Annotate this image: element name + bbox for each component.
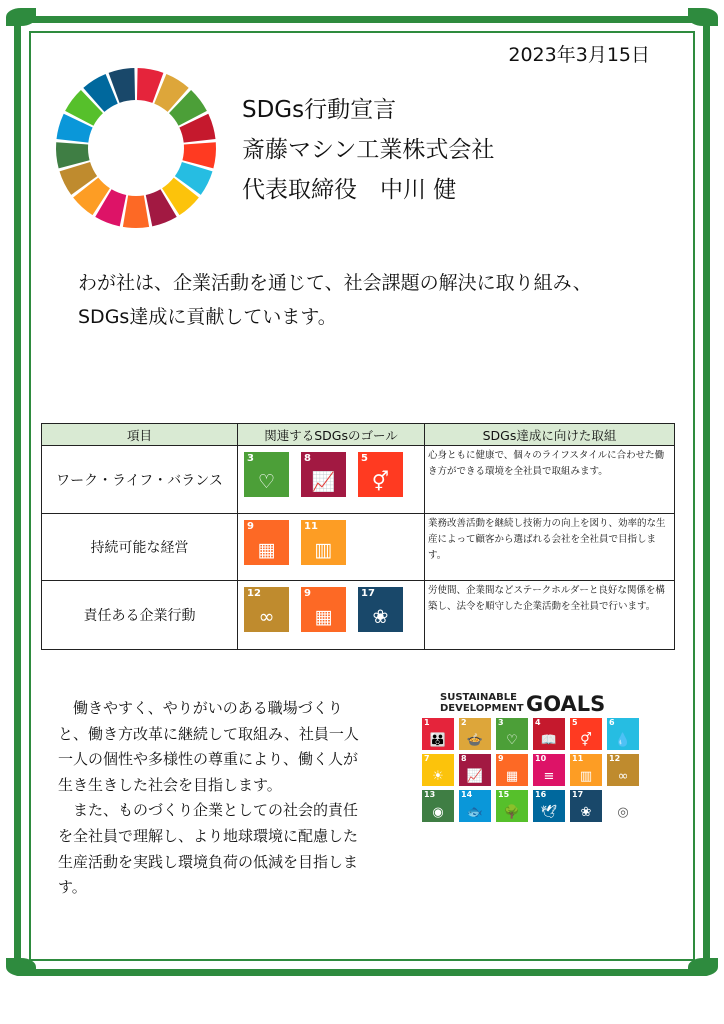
goal-number: 9	[304, 588, 311, 599]
goal-number: 5	[361, 453, 368, 464]
sdg-goal-tile	[422, 718, 454, 750]
sdg-tile-glyph: ☀	[432, 769, 444, 784]
sdg-tile-glyph: ❀	[580, 805, 592, 820]
commitment-paragraph: 働きやすく、やりがいのある職場づくりと、働き方改革に継続して取組み、社員一人一人の個性や多様性の尊重により、働く人が生き生きした社会を目指します。 また、ものづくり企業としての社会的責任を全社員で理解し、より地球環境に配慮した生産活動を実践し環境負荷の低減を目指します。	[58, 699, 359, 897]
goal-number: 12	[247, 588, 261, 599]
row-goal-icons	[238, 581, 425, 650]
goal-number: 11	[304, 521, 318, 532]
column-header-actions: SDGs達成に向けた取組	[425, 424, 675, 446]
growth-chart-icon	[301, 452, 346, 497]
sdg-tile-number: 4	[535, 718, 541, 727]
sdg-tile-number: 13	[424, 790, 436, 799]
sdg-tile-number: 15	[498, 790, 510, 799]
sdg-tile-number: 11	[572, 754, 584, 763]
sdg-tile-glyph: 👪	[429, 733, 447, 748]
sdg-goal-tile	[459, 790, 491, 822]
sdg-wheel-icon	[54, 66, 218, 230]
goal-glyph: ⚥	[371, 471, 390, 493]
leaf-ornament-icon	[688, 8, 718, 26]
intro-line-1: わが社は、企業活動を通じて、社会課題の解決に取り組み、	[78, 272, 592, 294]
sdg-tile-number: 6	[609, 718, 615, 727]
goal-number: 8	[304, 453, 311, 464]
goal-number: 9	[247, 521, 254, 532]
company-name: 斎藤マシン工業株式会社	[242, 137, 495, 163]
sdg-tile-glyph: 🌳	[503, 805, 521, 820]
row-item-label: 持続可能な経営	[42, 514, 238, 581]
sdg-tile-number: 8	[461, 754, 467, 763]
gender-equality-icon	[358, 452, 403, 497]
sdg-tile-glyph: 📖	[540, 733, 558, 748]
sdg-tile-glyph: ∞	[617, 769, 629, 784]
heartbeat-icon	[244, 452, 289, 497]
sdg-goal-tile	[570, 718, 602, 750]
sdg-tile-number: 3	[498, 718, 504, 727]
sdg-tile-number: 10	[535, 754, 547, 763]
goal-glyph: ❀	[372, 606, 389, 628]
sdg-goal-tile	[496, 718, 528, 750]
sdg-tile-glyph: ▥	[579, 769, 593, 784]
row-goal-icons	[238, 446, 425, 514]
sdg-tile-number: 5	[572, 718, 578, 727]
declaration-title: SDGs行動宣言	[242, 97, 397, 123]
sdg-tile-glyph: 📈	[466, 769, 484, 784]
sdg-goal-tile	[533, 790, 565, 822]
sdg-tile-number: 16	[535, 790, 547, 799]
table-row	[42, 514, 675, 581]
intro-line-2: SDGs達成に貢献しています。	[78, 306, 337, 328]
sdg-tile-number: 7	[424, 754, 430, 763]
column-header-goals: 関連するSDGsのゴール	[238, 424, 425, 446]
sdg-tile-number: 14	[461, 790, 473, 799]
table-row	[42, 581, 675, 650]
sdg-initiatives-table	[41, 423, 675, 650]
goal-glyph: ▥	[314, 539, 333, 561]
sdg-tile-glyph: 💧	[614, 733, 632, 748]
sdg-goal-tile	[570, 754, 602, 786]
sdg-tile-glyph: 🍲	[466, 733, 484, 748]
leaf-ornament-icon	[6, 958, 36, 976]
sdg-tile-glyph: ≡	[543, 769, 555, 784]
row-item-label: 責任ある企業行動	[42, 581, 238, 650]
goal-glyph: ▦	[257, 539, 276, 561]
sdg-tile-glyph: ⚥	[580, 733, 592, 748]
row-item-label: ワーク・ライフ・バランス	[42, 446, 238, 514]
goals-logo-word: GOALS	[526, 692, 606, 716]
goals-logo-subtitle	[440, 692, 524, 714]
sdg-tile-number: 2	[461, 718, 467, 727]
goal-glyph: ∞	[258, 606, 275, 628]
intro-statement	[78, 266, 658, 334]
sdg-tile-glyph: ◎	[617, 805, 629, 820]
row-action-description: 業務改善活動を継続し技術力の向上を図り、効率的な生産によって顧客から選ばれる会社を全社員で目指します。	[425, 514, 675, 581]
sdg-tile-glyph: 🕊	[540, 805, 558, 820]
sdg-tile-number: 17	[572, 790, 584, 799]
declaration-date: 2023年3月15日	[508, 44, 650, 66]
sdg-goal-tile	[607, 718, 639, 750]
leaf-ornament-icon	[6, 8, 36, 26]
sdg-tile-glyph: ◉	[432, 805, 444, 820]
sdg-goal-tile	[459, 718, 491, 750]
sdg-wheel-segment	[123, 195, 149, 228]
cubes-icon	[301, 587, 346, 632]
flower-ring-icon	[358, 587, 403, 632]
sdg-tile-number: 1	[424, 718, 430, 727]
sdg-tile-glyph: ♡	[506, 733, 518, 748]
representative-name: 代表取締役 中川 健	[242, 177, 457, 203]
sdg-goal-tile	[496, 790, 528, 822]
declaration-header	[242, 90, 494, 210]
sdg-goal-tile	[459, 754, 491, 786]
goal-number: 3	[247, 453, 254, 464]
goal-glyph: ▦	[314, 606, 333, 628]
sdg-goal-tile	[570, 790, 602, 822]
row-action-description: 労使間、企業間などステークホルダーと良好な関係を構築し、法令を順守した企業活動を全社員で行います。	[425, 581, 675, 650]
sdg-tile-number: 12	[609, 754, 621, 763]
goal-glyph: ♡	[257, 471, 276, 493]
sdg-tile-glyph: ▦	[505, 769, 519, 784]
sdg-goal-tile	[496, 754, 528, 786]
row-action-description: 心身ともに健康で、個々のライフスタイルに合わせた働き方ができる環境を全社員で取組みます。	[425, 446, 675, 514]
goals-logo-line-2: DEVELOPMENT	[440, 703, 524, 714]
table-row	[42, 446, 675, 514]
sdg-tile-glyph: 🐟	[466, 805, 484, 820]
row-goal-icons	[238, 514, 425, 581]
sdg-goal-tile	[422, 790, 454, 822]
cubes-icon	[244, 520, 289, 565]
sdg-tile-number: 9	[498, 754, 504, 763]
goal-glyph: 📈	[311, 471, 336, 493]
sdg-goal-tile	[607, 754, 639, 786]
sdg-goal-tile	[422, 754, 454, 786]
city-icon	[301, 520, 346, 565]
infinity-icon	[244, 587, 289, 632]
leaf-ornament-icon	[688, 958, 718, 976]
sdg-goal-tile	[533, 718, 565, 750]
goals-logo-line-1: SUSTAINABLE	[440, 692, 517, 703]
sdg-goals-grid	[422, 718, 640, 822]
goal-number: 17	[361, 588, 375, 599]
column-header-item: 項目	[42, 424, 238, 446]
sdg-goal-tile	[607, 790, 639, 822]
sdg-goal-tile	[533, 754, 565, 786]
